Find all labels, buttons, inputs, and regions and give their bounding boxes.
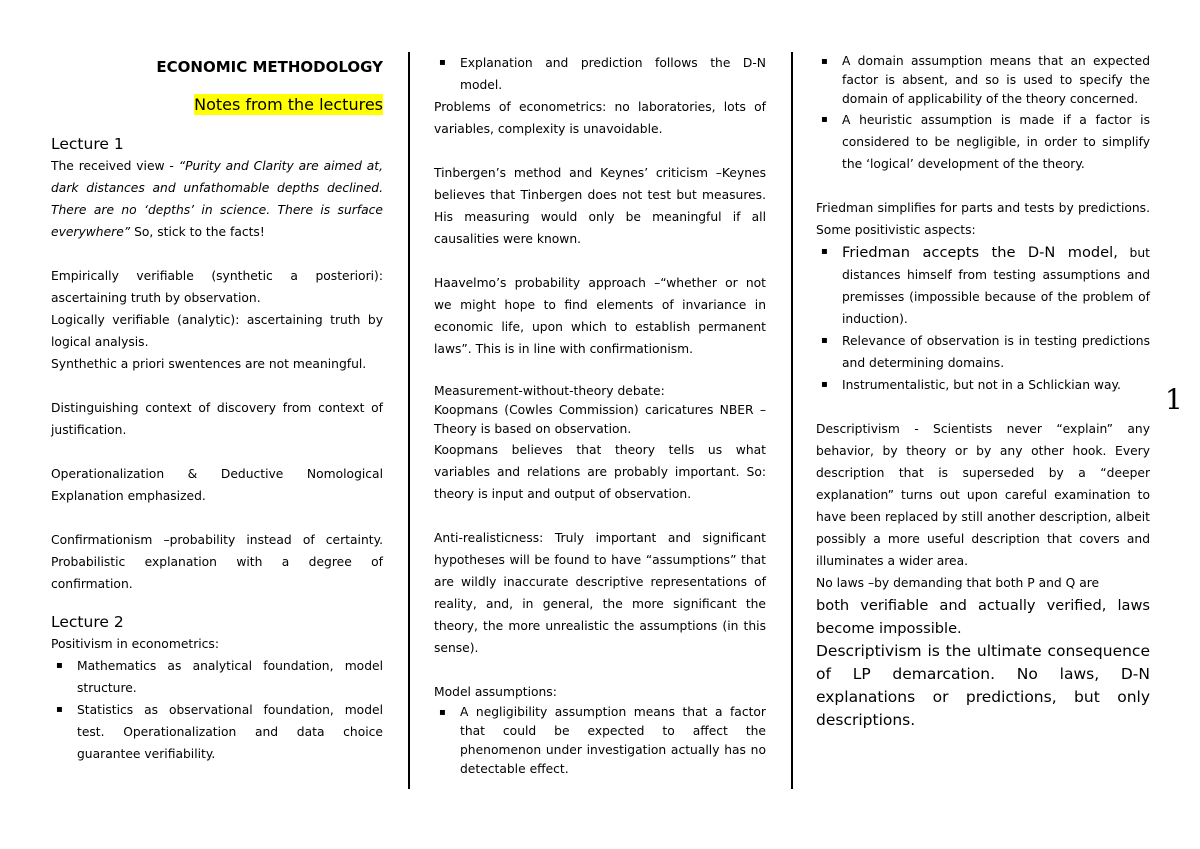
confirmationism-paragraph: Confirmationism –probability instead of certainty. Probabilistic explanation with a degree of confirmation. bbox=[51, 533, 383, 591]
column-divider-2 bbox=[791, 52, 793, 789]
problems-paragraph: Problems of econometrics: no laboratories, lots of variables, complexity is unavoidable. bbox=[434, 100, 766, 136]
notes-subtitle: Notes from the lectures bbox=[194, 95, 383, 114]
positivism-paragraph: Positivism in econometrics: bbox=[51, 637, 219, 651]
list-item: ▪ Explanation and prediction follows the D-N model. bbox=[434, 52, 766, 96]
received-view-quote: “Purity and Clarity are aimed at, dark distances and unfathomable depths declined. There are no ‘depths’ in science. There is surface everywhere” bbox=[51, 159, 383, 239]
list-item: ▪ Statistics as observational foundation, model test. Operationalization and data choice guarantee verifiability. bbox=[51, 699, 383, 765]
list-item: ▪ Friedman accepts the D-N model, but distances himself from testing assumptions and premisses (impossible because of the problem of induction). bbox=[816, 241, 1150, 330]
lecture-1-heading: Lecture 1 bbox=[51, 135, 124, 153]
synthetic-paragraph: Synthethic a priori swentences are not meaningful. bbox=[51, 357, 367, 371]
mwt-koopmans-2: Koopmans believes that theory tells us what variables and relations are probably important. So: theory is input and output of observation. bbox=[434, 443, 766, 501]
model-assumptions-heading: Model assumptions: bbox=[434, 685, 557, 699]
empirical-paragraph: Empirically verifiable (synthetic a posteriori): ascertaining truth by observation. bbox=[51, 269, 383, 305]
positivism-list bbox=[51, 655, 383, 765]
logical-paragraph: Logically verifiable (analytic): ascertaining truth by logical analysis. bbox=[51, 313, 383, 349]
friedman-paragraph: Friedman simplifies for parts and tests by predictions. Some positivistic aspects: bbox=[816, 201, 1150, 237]
list-item: ▪ A heuristic assumption is made if a factor is considered to be negligible, in order to simplify the ‘logical’ development of the theory. bbox=[816, 109, 1150, 175]
list-item: ▪ Relevance of observation is in testing predictions and determining domains. bbox=[816, 330, 1150, 374]
haavelmo-paragraph: Haavelmo’s probability approach –“whether or not we might hope to find elements of invariance in economic life, upon which to establish permanent laws”. This is in line with confirmationism. bbox=[434, 276, 766, 356]
mwt-heading: Measurement-without-theory debate: bbox=[434, 384, 665, 398]
list-item: ▪ Mathematics as analytical foundation, model structure. bbox=[51, 655, 383, 699]
column-middle bbox=[434, 52, 766, 779]
page-number: 1 bbox=[1165, 383, 1183, 416]
ultimate-consequence-paragraph: Descriptivism is the ultimate consequence of LP demarcation. No laws, D-N explanations or predictions, but only descriptions. bbox=[816, 642, 1150, 729]
anti-realisticness-paragraph: Anti-realisticness: Truly important and significant hypotheses will be found to have “assumptions” that are wildly inaccurate descriptive representations of reality, and, in general, the more significant the theory, the more unrealistic the assumptions (in this sense). bbox=[434, 531, 766, 655]
list-item: ▪ A negligibility assumption means that a factor that could be expected to affect the phenomenon under investigation actually has no detectable effect. bbox=[434, 703, 766, 779]
received-view-paragraph: The received view - “Purity and Clarity are aimed at, dark distances and unfathomable depths declined. There are no ‘depths’ in science. There is surface everywhere” So, stick to the facts! bbox=[51, 159, 383, 239]
descriptivism-paragraph: Descriptivism - Scientists never “explain” any behavior, by theory or by any other hook. Every description that is superseded by a “deeper explanation” turns out upon careful examination to have been replaced by still another description, albeit possibly a more useful description that covers and illuminates a wider area. bbox=[816, 422, 1150, 568]
column-left bbox=[51, 52, 383, 765]
no-laws-paragraph: No laws –by demanding that both P and Q are both verifiable and actually verified, laws become impossible. bbox=[816, 576, 1150, 637]
column-right bbox=[816, 52, 1150, 732]
document-title: ECONOMIC METHODOLOGY bbox=[156, 58, 383, 76]
context-paragraph: Distinguishing context of discovery from context of justification. bbox=[51, 401, 383, 437]
tinbergen-paragraph: Tinbergen’s method and Keynes’ criticism –Keynes believes that Tinbergen does not test but measures. His measuring would only be meaningful if all causalities were known. bbox=[434, 166, 766, 246]
operationalization-paragraph: Operationalization & Deductive Nomological Explanation emphasized. bbox=[51, 467, 383, 503]
column-divider-1 bbox=[408, 52, 410, 789]
lecture-2-heading: Lecture 2 bbox=[51, 613, 124, 631]
mwt-koopmans-1: Koopmans (Cowles Commission) caricatures NBER –Theory is based on observation. bbox=[434, 403, 766, 436]
list-item: ▪ A domain assumption means that an expected factor is absent, and so is used to specify the domain of applicability of the theory concerned. bbox=[816, 52, 1150, 109]
list-item: ▪ Instrumentalistic, but not in a Schlickian way. bbox=[816, 374, 1150, 396]
